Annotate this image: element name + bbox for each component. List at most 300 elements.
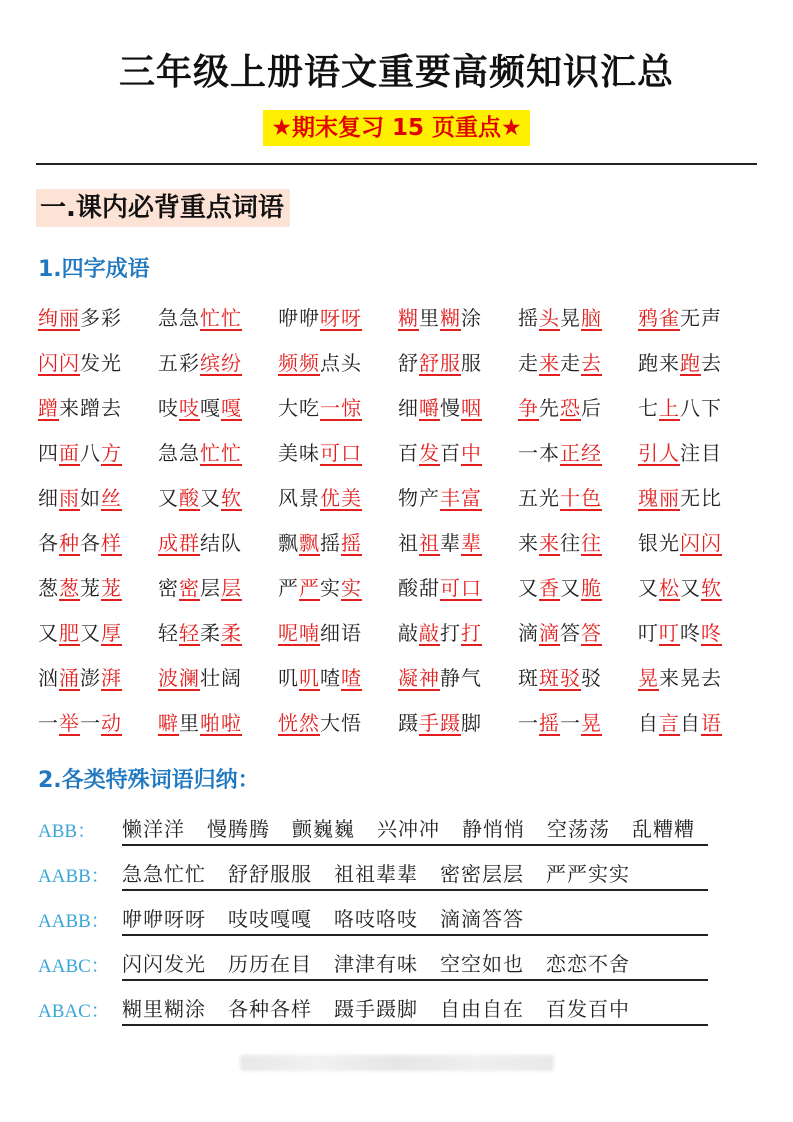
idiom-char-highlighted: 引 (638, 441, 659, 465)
idiom-char-highlighted: 纷 (221, 351, 242, 375)
category-list (38, 814, 738, 1039)
idiom (38, 708, 122, 738)
idiom (398, 618, 482, 648)
idiom-char: 咿 (299, 306, 320, 330)
idiom-char: 如 (80, 486, 101, 510)
idiom-char-highlighted: 闪 (680, 531, 701, 555)
idiom-char: 光 (659, 531, 680, 555)
category-words (122, 949, 708, 981)
subsection-heading-idioms: 1.四字成语 (38, 257, 150, 282)
idiom-char: 细 (38, 486, 59, 510)
idiom-char: 彩 (101, 306, 122, 330)
idiom-char: 走 (518, 351, 539, 375)
idiom-char: 严 (278, 576, 299, 600)
idiom-char-highlighted: 湃 (101, 666, 122, 690)
idiom-char-highlighted: 喳 (341, 666, 362, 690)
category-word: 慢腾腾 (207, 817, 270, 841)
idiom-char: 嘎 (200, 396, 221, 420)
idiom-char: 八 (680, 396, 701, 420)
idiom-char: 里 (419, 306, 440, 330)
idiom-char-highlighted: 轻 (179, 621, 200, 645)
idiom-char: 下 (701, 396, 722, 420)
idiom-char: 又 (518, 576, 539, 600)
idiom-char: 银 (638, 531, 659, 555)
idiom-char-highlighted: 香 (539, 576, 560, 600)
idiom-char: 又 (200, 486, 221, 510)
idiom-char: 阔 (221, 666, 242, 690)
idiom-char: 来 (659, 666, 680, 690)
title-divider (36, 163, 757, 165)
category-word: 空空如也 (440, 952, 524, 976)
category-words (122, 859, 708, 891)
idiom-char-highlighted: 辈 (461, 531, 482, 555)
idiom (278, 483, 362, 513)
category-word: 咯吱咯吱 (334, 907, 418, 931)
idiom-char: 飘 (278, 531, 299, 555)
idiom-char-highlighted: 咚 (701, 621, 722, 645)
idiom-char-highlighted: 忙 (221, 306, 242, 330)
idiom-char: 本 (539, 441, 560, 465)
idiom-row (38, 303, 758, 348)
idiom-char-highlighted: 惊 (341, 396, 362, 420)
idiom-char-highlighted: 咽 (461, 396, 482, 420)
category-word: 舒舒服服 (228, 862, 312, 886)
idiom (278, 348, 362, 378)
idiom-char-highlighted: 滴 (539, 621, 560, 645)
idiom-char-highlighted: 葱 (59, 576, 80, 600)
idiom-char: 风 (278, 486, 299, 510)
idiom (398, 708, 482, 738)
idiom (158, 303, 242, 333)
category-word: 乱糟糟 (632, 817, 695, 841)
idiom (398, 573, 482, 603)
idiom-char-highlighted: 驳 (560, 666, 581, 690)
category-label: AABB： (38, 911, 110, 932)
idiom-char-highlighted: 软 (221, 486, 242, 510)
idiom-char-highlighted: 雀 (659, 306, 680, 330)
idiom (398, 483, 482, 513)
idiom-char: 壮 (200, 666, 221, 690)
idiom-char-highlighted: 打 (461, 621, 482, 645)
idiom-char-highlighted: 头 (539, 306, 560, 330)
idiom-char: 咚 (680, 621, 701, 645)
idiom-char-highlighted: 来 (539, 531, 560, 555)
idiom-char-highlighted: 丽 (659, 486, 680, 510)
category-word: 自由自在 (440, 997, 524, 1021)
idiom-char-highlighted: 富 (461, 486, 482, 510)
category-row (38, 904, 738, 949)
idiom-char: 茏 (80, 576, 101, 600)
idiom (518, 528, 602, 558)
idiom (638, 708, 722, 738)
category-word: 空荡荡 (547, 817, 610, 841)
idiom-char-highlighted: 糊 (440, 306, 461, 330)
idiom-char: 细 (320, 621, 341, 645)
idiom (38, 393, 122, 423)
idiom-char-highlighted: 答 (581, 621, 602, 645)
idiom-char: 吃 (299, 396, 320, 420)
idiom-char-highlighted: 晃 (638, 666, 659, 690)
idiom-char-highlighted: 绚 (38, 306, 59, 330)
category-word: 静悄悄 (462, 817, 525, 841)
idiom-char: 味 (299, 441, 320, 465)
idiom-char: 去 (101, 396, 122, 420)
idiom-char-highlighted: 叮 (659, 621, 680, 645)
idiom-char: 队 (221, 531, 242, 555)
idiom-char: 自 (680, 711, 701, 735)
idiom-char-highlighted: 十 (560, 486, 581, 510)
idiom-char-highlighted: 方 (101, 441, 122, 465)
idiom-char-highlighted: 优 (320, 486, 341, 510)
idiom (398, 663, 482, 693)
idiom-char-highlighted: 口 (461, 576, 482, 600)
idiom-char: 点 (320, 351, 341, 375)
idiom-char-highlighted: 脑 (581, 306, 602, 330)
idiom-char-highlighted: 脆 (581, 576, 602, 600)
idiom-char-highlighted: 叽 (299, 666, 320, 690)
idiom-char-highlighted: 上 (659, 396, 680, 420)
idiom-char-highlighted: 肥 (59, 621, 80, 645)
idiom-char: 滴 (518, 621, 539, 645)
category-label: AABC： (38, 956, 110, 977)
idiom (518, 438, 602, 468)
category-words (122, 814, 708, 846)
idiom-char-highlighted: 澜 (179, 666, 200, 690)
subtitle-wrap (0, 110, 793, 146)
idiom-char-highlighted: 色 (581, 486, 602, 510)
idiom-char: 急 (158, 441, 179, 465)
idiom (518, 393, 602, 423)
idiom-char-highlighted: 呢 (278, 621, 299, 645)
idiom-char-highlighted: 松 (659, 576, 680, 600)
idiom-char: 甜 (419, 576, 440, 600)
idiom-char-highlighted: 忙 (221, 441, 242, 465)
idiom (638, 438, 722, 468)
idiom-char: 注 (680, 441, 701, 465)
idiom (158, 618, 242, 648)
idiom-char: 光 (539, 486, 560, 510)
idiom-char: 敲 (398, 621, 419, 645)
idiom-char: 一 (560, 711, 581, 735)
idiom-char: 发 (80, 351, 101, 375)
idiom-char: 又 (680, 576, 701, 600)
idiom-char: 比 (701, 486, 722, 510)
category-word: 滴滴答答 (440, 907, 524, 931)
idiom (638, 618, 722, 648)
idiom-char: 葱 (38, 576, 59, 600)
idiom-char-highlighted: 祖 (419, 531, 440, 555)
idiom-row (38, 663, 758, 708)
idiom-char-highlighted: 噼 (158, 711, 179, 735)
idiom-char-highlighted: 丰 (440, 486, 461, 510)
idiom-char-highlighted: 闪 (59, 351, 80, 375)
idiom-char-highlighted: 经 (581, 441, 602, 465)
idiom-char-highlighted: 嚼 (419, 396, 440, 420)
idiom-char-highlighted: 凝 (398, 666, 419, 690)
category-word: 吱吱嘎嘎 (228, 907, 312, 931)
idiom-char: 无 (680, 486, 701, 510)
idiom-row (38, 573, 758, 618)
idiom-char: 细 (398, 396, 419, 420)
idiom (158, 393, 242, 423)
idiom-char-highlighted: 呀 (320, 306, 341, 330)
idiom (518, 483, 602, 513)
idiom-char: 一 (518, 711, 539, 735)
idiom (278, 303, 362, 333)
idiom (518, 663, 602, 693)
idiom (398, 303, 482, 333)
category-row (38, 949, 738, 994)
category-label: ABB： (38, 821, 97, 842)
idiom-char: 层 (200, 576, 221, 600)
idiom-char: 柔 (200, 621, 221, 645)
idiom-char-highlighted: 服 (440, 351, 461, 375)
category-word: 各种各样 (228, 997, 312, 1021)
idiom-char: 喳 (320, 666, 341, 690)
idiom-char: 答 (560, 621, 581, 645)
idiom-char-highlighted: 层 (221, 576, 242, 600)
idiom-char-highlighted: 频 (299, 351, 320, 375)
idiom-char: 来 (59, 396, 80, 420)
idiom-char: 又 (38, 621, 59, 645)
idiom (38, 438, 122, 468)
idiom-char: 无 (680, 306, 701, 330)
idiom-char: 涂 (461, 306, 482, 330)
idiom-char: 辈 (440, 531, 461, 555)
idiom (278, 438, 362, 468)
idiom-char-highlighted: 忙 (200, 306, 221, 330)
idiom-char: 摇 (320, 531, 341, 555)
idiom-char-highlighted: 言 (659, 711, 680, 735)
idiom-char-highlighted: 缤 (200, 351, 221, 375)
idiom-char-highlighted: 来 (539, 351, 560, 375)
idiom (518, 708, 602, 738)
idiom (638, 393, 722, 423)
idiom-char-highlighted: 斑 (539, 666, 560, 690)
idiom-char: 自 (638, 711, 659, 735)
idiom-char-highlighted: 厚 (101, 621, 122, 645)
idiom-char-highlighted: 实 (341, 576, 362, 600)
idiom-char: 蹭 (80, 396, 101, 420)
idiom (158, 348, 242, 378)
idiom (518, 618, 602, 648)
idiom-char-highlighted: 摇 (341, 531, 362, 555)
idiom-char-highlighted: 舒 (419, 351, 440, 375)
category-word: 兴冲冲 (377, 817, 440, 841)
idiom (38, 483, 122, 513)
idiom-char-highlighted: 茏 (101, 576, 122, 600)
category-word: 严严实实 (546, 862, 630, 886)
idiom-char: 慢 (440, 396, 461, 420)
idiom-char-highlighted: 神 (419, 666, 440, 690)
idiom-char-highlighted: 吱 (179, 396, 200, 420)
category-word: 闪闪发光 (122, 952, 206, 976)
idiom-char-highlighted: 摇 (539, 711, 560, 735)
idiom-row (38, 483, 758, 528)
idiom-char-highlighted: 举 (59, 711, 80, 735)
idiom-char: 急 (179, 306, 200, 330)
idiom-char-highlighted: 动 (101, 711, 122, 735)
idiom-char: 多 (80, 306, 101, 330)
idiom-char-highlighted: 面 (59, 441, 80, 465)
idiom-char: 晃 (560, 306, 581, 330)
idiom (38, 303, 122, 333)
idiom-char: 脚 (461, 711, 482, 735)
section-heading: 一.课内必背重点词语 (36, 189, 290, 227)
category-word: 颤巍巍 (292, 817, 355, 841)
idiom-char-highlighted: 语 (701, 711, 722, 735)
category-word: 百发百中 (546, 997, 630, 1021)
idiom-char-highlighted: 闪 (38, 351, 59, 375)
idiom (638, 303, 722, 333)
idiom-char: 里 (179, 711, 200, 735)
idiom-char: 咿 (278, 306, 299, 330)
idiom-char-highlighted: 涌 (59, 666, 80, 690)
idiom-char-highlighted: 一 (320, 396, 341, 420)
idiom-char-highlighted: 糊 (398, 306, 419, 330)
idiom (158, 663, 242, 693)
idiom-char-highlighted: 中 (461, 441, 482, 465)
idiom-char: 晃 (680, 666, 701, 690)
idiom-char: 叽 (278, 666, 299, 690)
idiom-char-highlighted: 忙 (200, 441, 221, 465)
category-row (38, 814, 738, 859)
idiom-char-highlighted: 飘 (299, 531, 320, 555)
idiom-char: 五 (158, 351, 179, 375)
blurred-watermark (240, 1055, 554, 1071)
idiom (158, 573, 242, 603)
idiom-char: 跑 (638, 351, 659, 375)
idiom-char-highlighted: 密 (179, 576, 200, 600)
idiom-char-highlighted: 跑 (680, 351, 701, 375)
idiom (638, 528, 722, 558)
idiom (638, 483, 722, 513)
idiom (38, 618, 122, 648)
idiom-row (38, 438, 758, 483)
idiom-char: 澎 (80, 666, 101, 690)
idiom (278, 393, 362, 423)
idiom-char: 实 (320, 576, 341, 600)
idiom (518, 303, 602, 333)
idiom-char: 各 (38, 531, 59, 555)
idiom-char-highlighted: 往 (581, 531, 602, 555)
idiom-char-highlighted: 啪 (200, 711, 221, 735)
category-row (38, 859, 738, 904)
idiom-char-highlighted: 恐 (560, 396, 581, 420)
idiom-char: 目 (701, 441, 722, 465)
idiom-char-highlighted: 频 (278, 351, 299, 375)
idiom (38, 663, 122, 693)
idiom-char-highlighted: 蹭 (38, 396, 59, 420)
idiom-char-highlighted: 种 (59, 531, 80, 555)
idiom (38, 348, 122, 378)
idiom-char: 又 (158, 486, 179, 510)
idiom-row (38, 348, 758, 393)
idiom-char: 轻 (158, 621, 179, 645)
idiom-char-highlighted: 晃 (581, 711, 602, 735)
idiom (398, 438, 482, 468)
idiom-char-highlighted: 丽 (59, 306, 80, 330)
idiom-char: 美 (278, 441, 299, 465)
idiom-row (38, 393, 758, 438)
idiom (278, 528, 362, 558)
idiom-char: 大 (320, 711, 341, 735)
idiom-char: 斑 (518, 666, 539, 690)
idiom-char: 大 (278, 396, 299, 420)
idiom-char: 头 (341, 351, 362, 375)
idiom-char: 汹 (38, 666, 59, 690)
idiom (278, 618, 362, 648)
idiom-char: 百 (440, 441, 461, 465)
idiom-char: 百 (398, 441, 419, 465)
idiom-grid (38, 303, 758, 753)
idiom (158, 528, 242, 558)
idiom-char: 景 (299, 486, 320, 510)
idiom-char: 打 (440, 621, 461, 645)
idiom-char: 驳 (581, 666, 602, 690)
idiom (398, 348, 482, 378)
idiom-char: 光 (101, 351, 122, 375)
idiom-char: 急 (179, 441, 200, 465)
idiom-char: 四 (38, 441, 59, 465)
idiom-char-highlighted: 闪 (701, 531, 722, 555)
idiom-char: 语 (341, 621, 362, 645)
idiom (278, 573, 362, 603)
idiom-char-highlighted: 争 (518, 396, 539, 420)
idiom (278, 663, 362, 693)
category-word: 祖祖辈辈 (334, 862, 418, 886)
idiom (38, 573, 122, 603)
idiom-char-highlighted: 人 (659, 441, 680, 465)
idiom-char-highlighted: 美 (341, 486, 362, 510)
idiom-char-highlighted: 正 (560, 441, 581, 465)
idiom-char-highlighted: 喃 (299, 621, 320, 645)
idiom-char: 结 (200, 531, 221, 555)
idiom-char-highlighted: 呀 (341, 306, 362, 330)
idiom-char-highlighted: 手 (419, 711, 440, 735)
idiom-char: 舒 (398, 351, 419, 375)
category-word: 咿咿呀呀 (122, 907, 206, 931)
category-word: 蹑手蹑脚 (334, 997, 418, 1021)
idiom-char: 七 (638, 396, 659, 420)
idiom-char-highlighted: 可 (320, 441, 341, 465)
idiom (278, 708, 362, 738)
idiom-char: 物 (398, 486, 419, 510)
idiom-char-highlighted: 样 (101, 531, 122, 555)
idiom (158, 708, 242, 738)
idiom-char-highlighted: 蹑 (440, 711, 461, 735)
idiom-char: 产 (419, 486, 440, 510)
idiom-char-highlighted: 丝 (101, 486, 122, 510)
category-label: AABB： (38, 866, 110, 887)
idiom-char: 各 (80, 531, 101, 555)
idiom-char-highlighted: 嘎 (221, 396, 242, 420)
idiom-char: 蹑 (398, 711, 419, 735)
idiom-char-highlighted: 严 (299, 576, 320, 600)
idiom-char: 去 (701, 666, 722, 690)
idiom (158, 483, 242, 513)
idiom-char: 摇 (518, 306, 539, 330)
idiom-char-highlighted: 敲 (419, 621, 440, 645)
idiom-char: 悟 (341, 711, 362, 735)
page-title: 三年级上册语文重要高频知识汇总 (118, 52, 674, 93)
idiom (638, 348, 722, 378)
idiom-char: 急 (158, 306, 179, 330)
idiom-char: 气 (461, 666, 482, 690)
idiom-char: 五 (518, 486, 539, 510)
category-row (38, 994, 738, 1039)
idiom-char-highlighted: 鸦 (638, 306, 659, 330)
